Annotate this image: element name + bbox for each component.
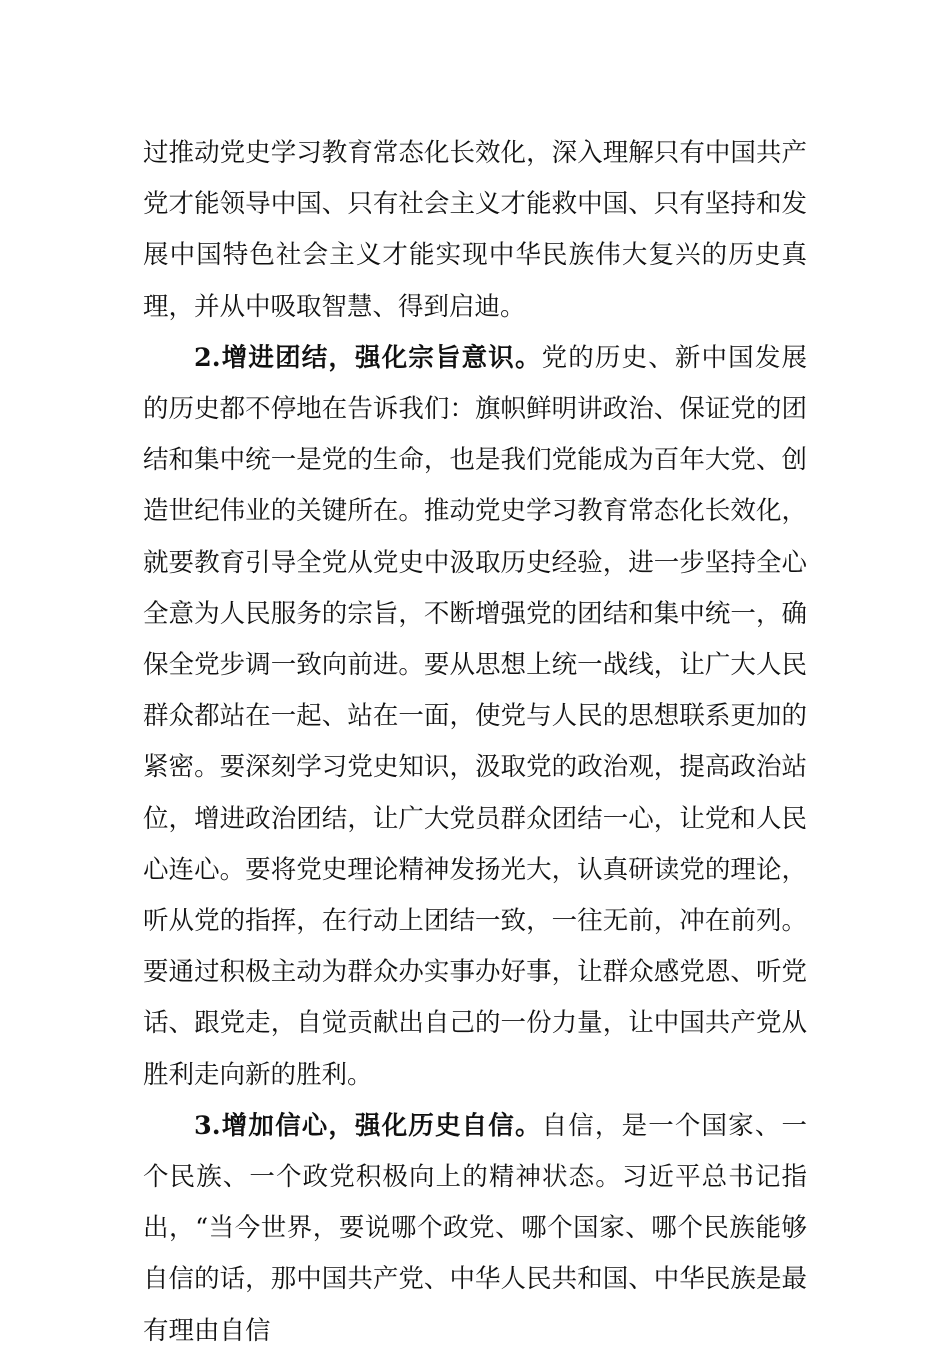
paragraph-confidence bbox=[143, 1101, 807, 1357]
paragraph-body-text: 党的历史、新中国发展的历史都不停地在告诉我们：旗帜鲜明讲政治、保证党的团结和集中统一是党的生命，也是我们党能成为百年大党、创造世纪伟业的关键所在。推动党史学习教育常态化长效化，就要教育引导全党从党史中汲取历史经验，进一步坚持全心全意为人民服务的宗旨，不断增强党的团结和集中统一，确保全党步调一致向前进。要从思想上统一战线，让广大人民群众都站在一起、站在一面，使党与人民的思想联系更加的紧密。要深刻学习党史知识，汲取党的政治观，提高政治站位，增进政治团结，让广大党员群众团结一心，让党和人民心连心。要将党史理论精神发扬光大，认真研读党的理论，听从党的指挥，在行动上团结一致，一往无前，冲在前列。要通过积极主动为群众办实事办好事，让群众感党恩、听党话、跟党走，自觉贡献出自己的一份力量，让中国共产党从胜利走向新的胜利。 bbox=[143, 342, 807, 1090]
paragraph-unity bbox=[143, 333, 807, 1101]
paragraph-heading: 3.增加信心，强化历史自信。 bbox=[194, 1110, 542, 1141]
paragraph-body-text: 过推动党史学习教育常态化长效化，深入理解只有中国共产党才能领导中国、只有社会主义才能救中国、只有坚持和发展中国特色社会主义才能实现中华民族伟大复兴的历史真理，并从中吸取智慧、得到启迪。 bbox=[143, 138, 807, 322]
paragraph-heading: 2.增进团结，强化宗旨意识。 bbox=[194, 342, 542, 373]
paragraph-continuation bbox=[143, 128, 807, 333]
paragraph-body-text: 自信，是一个国家、一个民族、一个政党积极向上的精神状态。习近平总书记指出，“当今世界，要说哪个政党、哪个国家、哪个民族能够自信的话，那中国共产党、中华人民共和国、中华民族是最有理由自信 bbox=[143, 1110, 807, 1346]
document-body bbox=[143, 128, 807, 1357]
